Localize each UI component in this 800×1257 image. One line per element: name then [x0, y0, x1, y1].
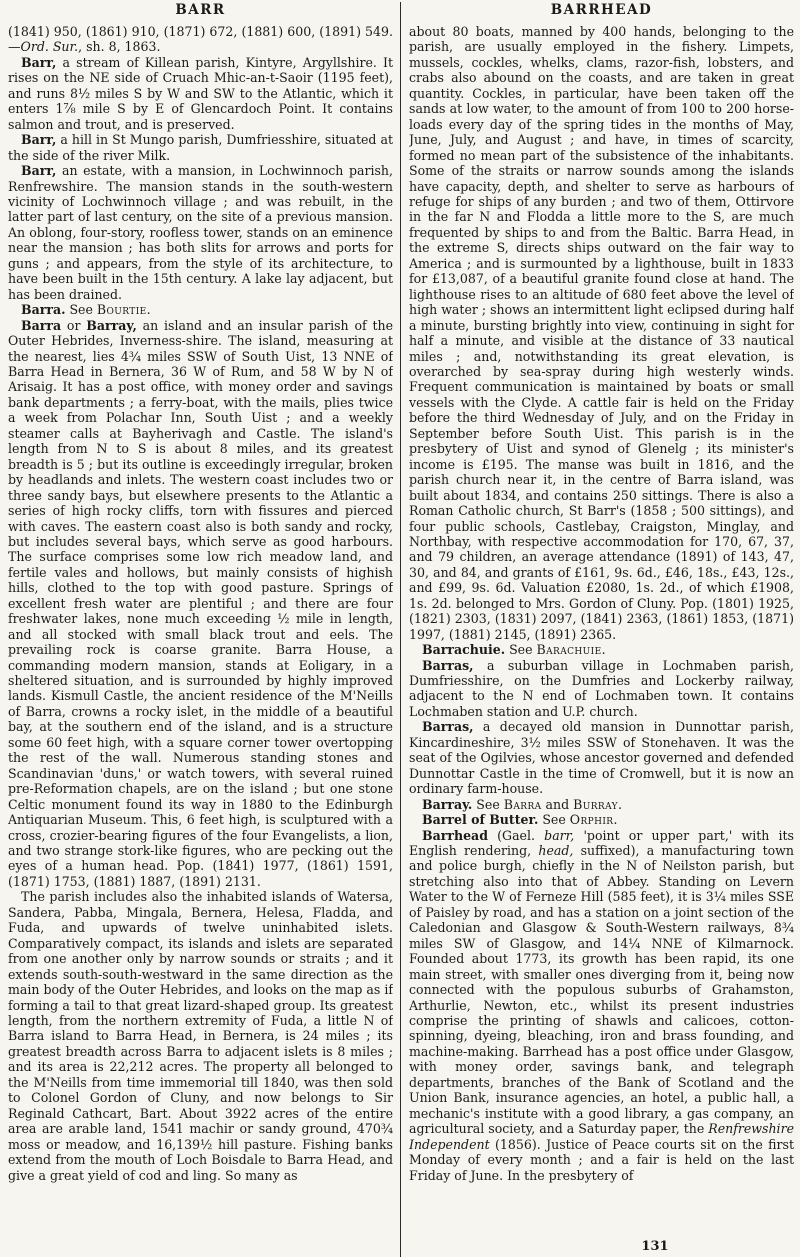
body-text: Renfrewshire Independent — [409, 1121, 794, 1152]
body-text: barr, — [544, 827, 575, 843]
page-number: 131 — [641, 1239, 669, 1254]
entry-name: Barra. — [21, 302, 66, 318]
paragraph — [8, 889, 393, 1183]
entry-name: Barr, — [21, 54, 57, 70]
body-text: an estate, with a mansion, in Lochwinnoch parish, Renfrewshire. The mansion stands in the south-western vicinity of Lochwinnoch village ; and was rebuilt, in the latter part of last century, on the site of a previous mansion. An oblong, four-story, roofless tower, stands on an eminence near the mansion ; has both slits for arrows and ports for guns ; and appears, from the style of its architecture, to have been built in the 15th century. A lake lay adjacent, but has been drained. — [8, 163, 393, 302]
entry-name: Barrhead — [422, 827, 488, 843]
paragraph — [409, 828, 794, 1183]
body-text: See — [538, 812, 570, 828]
body-text: (1841) 950, (1861) 910, (1871) 672, (1881) 600, (1891) 549.— — [8, 24, 393, 55]
entry-name: Barras, — [422, 657, 474, 673]
entry-name: Barray, — [86, 317, 137, 333]
right-column-text — [409, 24, 794, 1183]
entry-name: Barrachuie. — [422, 642, 506, 658]
entry-name: Barr, — [21, 163, 57, 179]
body-text: . — [146, 302, 151, 318]
cross-reference: Burray — [573, 796, 618, 812]
running-head-right: BARRHEAD — [550, 2, 653, 18]
cross-reference: Bourtie — [96, 302, 147, 318]
body-text: The parish includes also the inhabited islands of Watersa, Sandera, Pabba, Mingala, Bernera, Helesa, Fladda, and Fuda, and upwards of twelve uninhabited islets. Comparatively compact, its islands and islets are separated from one another only by narrow sounds or straits ; and it extends south-south-westward in the same direction as the main body of the Outer Hebrides, and looks on the map as if forming a tail to that great lizard-shaped group. Its greatest length, from the northern extremity of Fuda, a little N of Barra island to Barra Head, in Bernera, is 24 miles ; its greatest breadth across Barra to adjacent islets is 8 miles ; and its area is 22,212 acres. The property all belonged to the M'Neills from time immemorial till 1840, was then sold to Colonel Gordon of Cluny, and now belongs to Sir Reginald Cathcart, Bart. About 3922 acres of the entire area are arable land, 1541 machir or sandy ground, 470¾ moss or meadow, and 16,139½ hill pasture. Fishing banks extend from the mouth of Loch Boisdale to Barra Head, and give a great yield of cod and ling. So many as — [8, 889, 393, 1183]
body-text: See — [65, 302, 97, 318]
body-text: 'point or upper part,' with its English rendering, — [409, 827, 794, 859]
cross-reference: Barachuie — [536, 642, 602, 658]
paragraph — [8, 163, 393, 302]
body-text: . — [613, 812, 618, 828]
paragraph — [8, 132, 393, 163]
left-column-text — [8, 24, 393, 1183]
cross-reference: Orphir — [569, 812, 614, 828]
cross-reference: Barra — [503, 796, 542, 812]
right-column — [401, 2, 794, 1257]
paragraph — [409, 658, 794, 720]
body-text: . — [617, 796, 622, 812]
paragraph — [8, 24, 393, 55]
paragraph — [409, 812, 794, 827]
body-text: a suburban village in Lochmaben parish, Dumfriesshire, on the Dumfries and Lockerby railway, adjacent to the N end of Lochmaben town. It contains Lochmaben station and U.P. church. — [409, 657, 794, 719]
body-text: and — [541, 796, 574, 812]
body-text: See — [472, 796, 504, 812]
paragraph — [409, 24, 794, 642]
entry-name: Barr, — [21, 132, 57, 148]
body-text: (1856). Justice of Peace courts sit on the first Monday of every month ; and a fair is held on the last Friday of June. In the presbytery of — [409, 1136, 794, 1183]
body-text: (Gael. — [487, 827, 545, 843]
paragraph — [409, 797, 794, 812]
body-text: a stream of Killean parish, Kintyre, Argyllshire. It rises on the NE side of Cruach Mhic-an-t-Saoir (1195 feet), and runs 8½ miles S by W and SW to the Atlantic, which it enters 1⅞ mile S by E of Glencardoch Point. It contains salmon and trout, and is preserved. — [8, 54, 393, 132]
body-text: a decayed old mansion in Dunnottar parish, Kincardineshire, 3½ miles SSW of Stonehaven. It was the seat of the Ogilvies, whose ancestor governed and defended Dunnottar Castle in the time of Cromwell, but it is now an ordinary farm-house. — [409, 719, 794, 797]
paragraph — [8, 55, 393, 132]
body-text: or — [61, 317, 87, 333]
body-text: about 80 boats, manned by 400 hands, belonging to the parish, are usually employed in the fishery. Limpets, mussels, cockles, whelks, clams, razor-fish, lobsters, and crabs also abound on the coasts, and are taken in great quantity. Cockles, in particular, have been taken off the sands at low water, to the amount of from 100 to 200 horse-loads every day of the spring tides in the months of May, June, July, and August ; and have, in times of scarcity, formed no mean part of the subsistence of the inhabitants. Some of the straits or narrow sounds among the islands have capacity, depth, and shelter to serve as harbours of refuge for ships of any burden ; and two of them, Ottirvore in the far N and Flodda a little more to the S, are much frequented by ships to and from the Baltic. Barra Head, in the extreme S, directs ships outward on the fair way to America ; and is surmounted by a lighthouse, built in 1833 for £13,087, of a beautiful granite found close at hand. The lighthouse rises to an altitude of 680 feet above the level of high water ; shows an intermittent light eclipsed during half a minute, bursting brightly into view, continuing in sight for half a minute, and visible at the distance of 33 nautical miles ; and, notwithstanding its great elevation, is overarched by sea-spray during high westerly winds. Frequent communication is maintained by boats or small vessels with the Clyde. A cattle fair is held on the Friday before the third Wednesday of July, and on the Friday in September before South Uist. This parish is in the presbytery of Uist and synod of Glenelg ; its minister's income is £195. The manse was built in 1816, and the parish church near it, in the centre of Barra island, was built about 1834, and contains 250 sittings. There is also a Roman Catholic church, St Barr's (1858 ; 500 sittings), and four public schools, Castlebay, Craigston, Minglay, and Northbay, with respective accommodation for 170, 67, 37, and 79 children, an average attendance (1891) of 143, 47, 30, and 84, and grants of £161, 9s. 6d., £46, 18s., £43, 12s., and £99, 9s. 6d. Valuation £2080, 1s. 2d., of which £1908, 1s. 2d. belonged to Mrs. Gordon of Cluny. Pop. (1801) 1925, (1821) 2303, (1831) 2097, (1841) 2363, (1861) 1853, (1871) 1997, (1881) 2145, (1891) 2365. — [409, 24, 794, 642]
body-text: See — [505, 642, 537, 658]
body-text: head, — [538, 843, 574, 859]
paragraph — [8, 302, 393, 317]
paragraph — [409, 642, 794, 657]
entry-name: Barrel of Butter. — [422, 812, 539, 828]
body-text: a hill in St Mungo parish, Dumfriesshire, situated at the side of the river Milk. — [8, 132, 393, 163]
entry-name: Barra — [21, 317, 62, 333]
left-column — [8, 2, 400, 1257]
body-text: , sh. 8, 1863. — [78, 39, 161, 55]
paragraph — [8, 318, 393, 890]
paragraph — [409, 719, 794, 796]
entry-name: Barray. — [422, 796, 473, 812]
body-text: Ord. Sur. — [20, 39, 79, 55]
running-head-left: BARR — [175, 2, 226, 18]
body-text: an island and an insular parish of the Outer Hebrides, Inverness-shire. The island, measuring at the nearest, lies 4¾ miles SSW of South Uist, 13 NNE of Barra Head in Bernera, 36 W of Rum, and 58 W by N of Arisaig. It has a post office, with money order and savings bank departments ; a ferry-boat, with the mails, plies twice a week from Polachar Inn, South Uist ; and a weekly steamer calls at Bayherivagh and Castle. The island's length from N to S is about 8 miles, and its greatest breadth is 5 ; but its outline is exceedingly irregular, broken by headlands and inlets. The western coast includes two or three sandy bays, but elsewhere presents to the Atlantic a series of high rocky cliffs, torn with fissures and pierced with caves. The eastern coast also is both sandy and rocky, but includes several bays, which serve as good harbours. The surface comprises some low rich meadow land, and fertile vales and hollows, but mainly consists of highish hills, clothed to the top with good pasture. Springs of excellent fresh water are plentiful ; and there are four freshwater lakes, none much exceeding ½ mile in length, and all stocked with small black trout and eels. The prevailing rock is coarse granite. Barra House, a commanding modern mansion, stands at Eoligary, in a sheltered situation, and is surrounded by highly improved lands. Kismull Castle, the ancient residence of the M'Neills of Barra, crowns a rocky islet, in the middle of a beautiful bay, at the southern end of the island, and is a structure some 60 feet high, with a square corner tower overtopping the rest of the wall. Numerous standing stones and Scandinavian 'duns,' or watch towers, with several ruined pre-Reformation chapels, are on the island ; but one stone Celtic monument found its way in 1880 to the Edinburgh Antiquarian Museum. This, 6 feet high, is sculptured with a cross, crozier-bearing figures of the four Evangelists, a lion, and two strange stork-like figures, who are pecking out the eyes of a human head. Pop. (1841) 1977, (1861) 1591, (1871) 1753, (1881) 1887, (1891) 2131. — [8, 317, 393, 889]
body-text: suffixed), a manufacturing town and police burgh, chiefly in the N of Neilston parish, but stretching also into that of Abbey. Standing on Levern Water to the W of Ferneze Hill (585 feet), it is 3¼ miles SSE of Paisley by road, and has a station on a joint section of the Caledonian and Glasgow & South-Western railways, 8¾ miles SW of Glasgow, and 14¼ NNE of Kilmarnock. Founded about 1773, its growth has been rapid, its one main street, with smaller ones diverging from it, being now connected with the populous suburbs of Grahamston, Arthurlie, Newton, etc., whilst its present industries comprise the printing of shawls and calicoes, cotton-spinning, dyeing, bleaching, iron and brass founding, and machine-making. Barrhead has a post office under Glasgow, with money order, savings bank, and telegraph departments, branches of the Bank of Scotland and the Union Bank, insurance agencies, an hotel, a public hall, a mechanic's institute with a good library, a gas company, an agricultural society, and a Saturday paper, the — [409, 843, 794, 1137]
body-text: . — [601, 642, 606, 658]
entry-name: Barras, — [422, 719, 474, 735]
